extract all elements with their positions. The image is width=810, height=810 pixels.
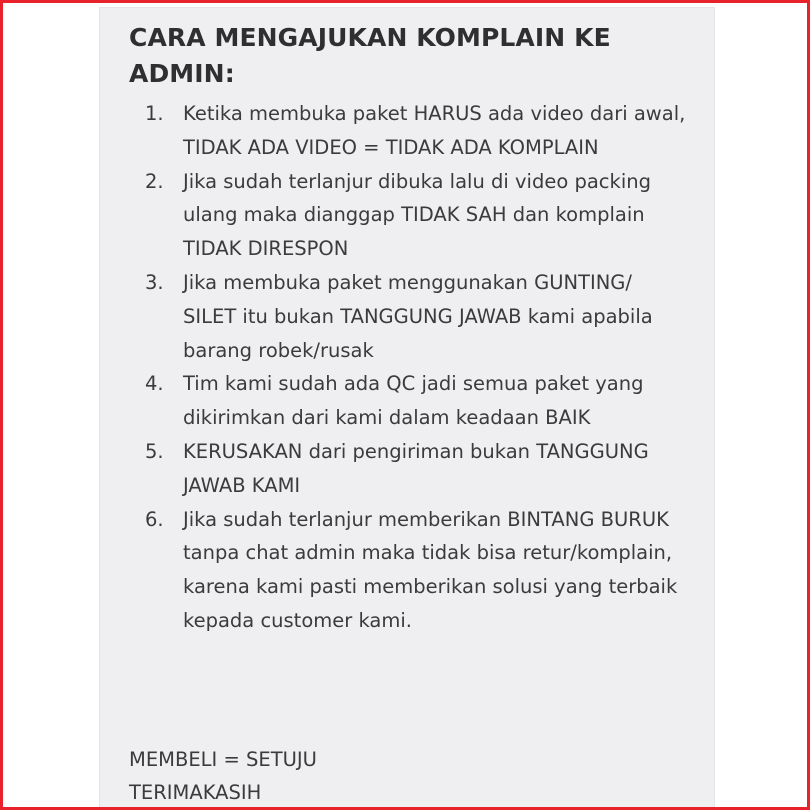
list-item	[145, 503, 690, 638]
list-item-text: Tim kami sudah ada QC jadi semua paket yang dikirimkan dari kami dalam keadaan BAIK	[183, 372, 644, 430]
list-item	[145, 97, 690, 165]
rules-list	[145, 97, 690, 638]
list-item-text: Jika sudah terlanjur dibuka lalu di video packing ulang maka dianggap TIDAK SAH dan komplain TIDAK DIRESPON	[183, 169, 651, 261]
list-item-number: 3.	[145, 270, 164, 294]
list-item-number: 1.	[145, 102, 164, 125]
document-title: CARA MENGAJUKAN KOMPLAIN KE ADMIN:	[129, 23, 611, 88]
thanks-line: TERIMAKASIH	[129, 781, 262, 804]
list-item-number: 5.	[145, 439, 164, 463]
list-item-number: 2.	[145, 169, 164, 193]
list-item	[145, 435, 690, 503]
list-item-number: 6.	[145, 507, 164, 531]
list-item-text: Jika sudah terlanjur memberikan BINTANG BURUK tanpa chat admin maka tidak bisa retur/komplain, karena kami pasti memberikan solusi yang terbaik kepada customer kami.	[183, 507, 678, 632]
list-item	[145, 165, 690, 266]
agreement-line: MEMBELI = SETUJU	[129, 748, 317, 771]
list-item-number: 4.	[145, 372, 164, 396]
list-item	[145, 367, 690, 435]
document-footer	[129, 743, 529, 809]
list-item-text: Ketika membuka paket HARUS ada video dari awal, TIDAK ADA VIDEO = TIDAK ADA KOMPLAIN	[183, 102, 686, 159]
list-item	[145, 266, 690, 367]
list-item-text: KERUSAKAN dari pengiriman bukan TANGGUNG JAWAB KAMI	[183, 439, 649, 497]
list-item-text: Jika membuka paket menggunakan GUNTING/ SILET itu bukan TANGGUNG JAWAB kami apabila barang robek/rusak	[183, 270, 653, 362]
